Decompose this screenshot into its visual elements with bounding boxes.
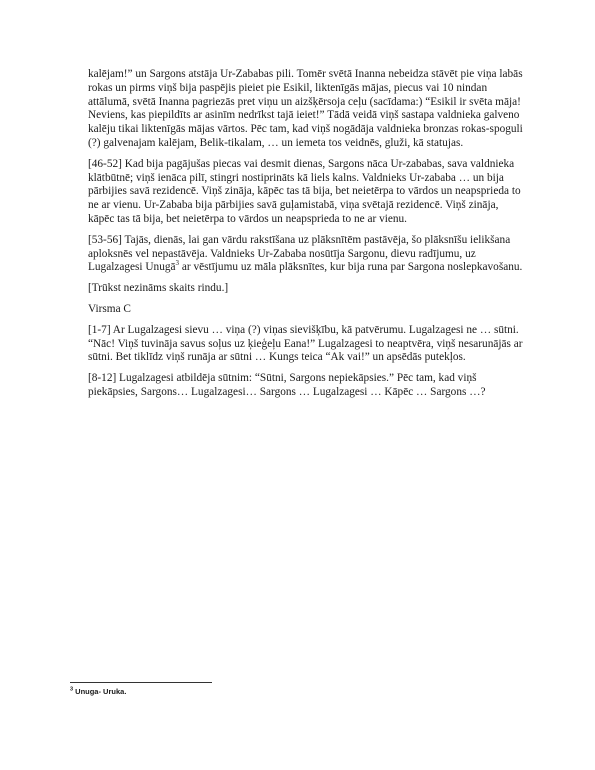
text-line: piekāpsies, Sargons… Lugalzagesi… Sargons … Lugalzagesi … Kāpēc … Sargons …? xyxy=(88,385,486,398)
footnote-marker: 3 xyxy=(70,686,74,693)
footnote-reference: 3 xyxy=(175,259,180,268)
text-line: attālumā, svētā Inanna pagriezās pret viņu un aizšķērsoja ceļu (sacīdama:) “Esikil ir svēta māja! xyxy=(88,95,521,108)
footnote xyxy=(70,687,126,696)
text-line: rokas un pirms viņš bija paspējis pieiet pie Esikil, liktenīgās mājas, piecus vai 10 nindan xyxy=(88,81,488,94)
paragraph-intro xyxy=(88,68,523,151)
text-line: [1-7] Ar Lugalzagesi sievu … viņa (?) viņas sievišķību, kā patvērumu. Lugalzagesi ne … sūtni. xyxy=(88,323,519,336)
text-line: klātbūtnē; viņš ienāca pilī, stingri nostiprināts kā liels kalns. Valdnieks Ur-zababa … un bija xyxy=(88,171,504,184)
text-line: [8-12] Lugalzagesi atbildēja sūtnim: “Sūtni, Sargons nepiekāpsies.” Pēc tam, kad viņš xyxy=(88,372,477,385)
text-line: [53-56] Tajās, dienās, lai gan vārdu rakstīšana uz plāksnītēm pastāvēja, šo plāksnīšu ielikšana xyxy=(88,233,511,246)
section-heading-virsma-c xyxy=(88,303,520,317)
text-line: (?) galvenajam kalējam, Belik-tikalam, … un iemeta tos veidnēs, gluži, kā statujas. xyxy=(88,136,464,149)
missing-lines-note xyxy=(88,282,520,296)
text-line: kalēju tikai liktenīgās mājas vārtos. Pēc tam, kad viņš nogādāja valdnieka bronzas rokas-spoguli xyxy=(88,123,523,136)
text-line: aploksnēs vel nepastāvēja. Valdnieks Ur-Zababa nosūtīja Sargonu, dievu radījumu, uz xyxy=(88,247,476,260)
section-heading: Virsma C xyxy=(88,302,131,315)
text-line: pārbijies savā rezidencē. Viņš zināja, kāpēc tas tā bija, bet neietērpa to vārdos un neapsprieda to xyxy=(88,185,521,198)
paragraph-46-52 xyxy=(88,158,520,227)
footnote-separator xyxy=(70,682,212,683)
text-line: sūtni. Bet tiklīdz viņš runāja ar sūtni … Kungs teica “Ak vai!” un apsēdās putekļos. xyxy=(88,351,466,364)
footnote-text: Unuga- Uruka. xyxy=(73,687,127,696)
paragraph-8-12 xyxy=(88,372,520,400)
text-line: ne ar vienu. Ur-Zababa bija pārbijies savā guļamistabā, viņa svētajā rezidencē. Viņš zināja, xyxy=(88,199,499,212)
paragraph-1-7 xyxy=(88,323,523,365)
text-line: kalējam!” un Sargons atstāja Ur-Zababas pili. Tomēr svētā Inanna nebeidza stāvēt pie viņa labās xyxy=(88,68,523,80)
document-body xyxy=(88,68,523,407)
text-line-with-footnote: Lugalzagesi Unugā$^3$ ar vēstījumu uz māla plāksnītes, kur bija runa par Sargona noslepkavošanu. xyxy=(88,259,523,274)
text-line: [46-52] Kad bija pagājušas piecas vai desmit dienas, Sargons nāca Ur-zababas, sava valdnieka xyxy=(88,157,515,170)
paragraph-53-56 xyxy=(88,233,523,275)
text-line: [Trūkst nezināms skaits rindu.] xyxy=(88,282,229,295)
text-line: “Nāc! Viņš tuvināja savus soļus uz ķieģeļu Eana!” Lugalzagesi to neaptvēra, viņš nesarunājās ar xyxy=(88,337,523,350)
text-line: Neviens, kas piepildīts ar asinīm nedrīkst tajā ieiet!” Tādā veidā viņš sastapa valdnieka galveno xyxy=(88,109,520,122)
text-line: kāpēc tas tā bija, bet neietērpa to vārdos un neapsprieda to ne ar vienu. xyxy=(88,212,408,225)
